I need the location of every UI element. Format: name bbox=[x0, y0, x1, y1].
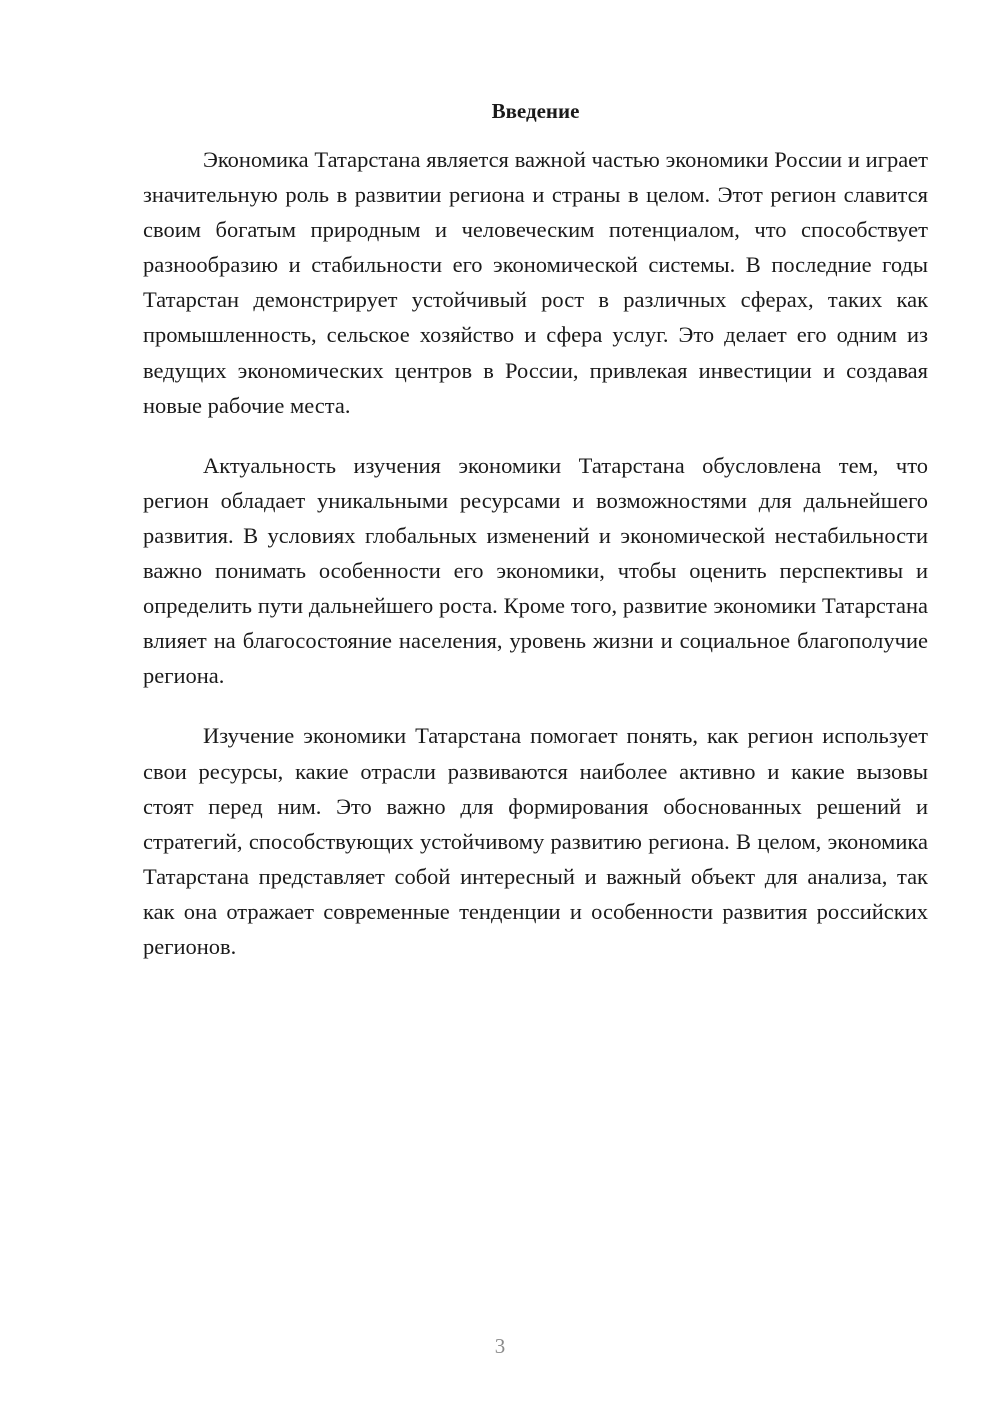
section-heading: Введение bbox=[491, 99, 580, 123]
page-number: 3 bbox=[494, 1334, 506, 1358]
body-text bbox=[143, 142, 928, 989]
paragraph-2: Актуальность изучения экономики Татарстана обусловлена тем, что регион обладает уникальными ресурсами и возможностями для дальнейшего развития. В условиях глобальных изменений и экономической нестабильности важно понимать особенности его экономики, чтобы оценить перспективы и определить пути дальнейшего роста. Кроме того, развитие экономики Татарстана влияет на благосостояние населения, уровень жизни и социальное благополучие региона. bbox=[143, 452, 928, 689]
paragraph-3: Изучение экономики Татарстана помогает понять, как регион использует свои ресурсы, какие отрасли развиваются наиболее активно и какие вызовы стоят перед ним. Это важно для формирования обоснованных решений и стратегий, способствующих устойчивому развитию региона. В целом, экономика Татарстана представляет собой интересный и важный объект для анализа, так как она отражает современные тенденции и особенности развития российских регионов. bbox=[143, 723, 928, 959]
paragraph-1: Экономика Татарстана является важной частью экономики России и играет значительную роль в развитии региона и страны в целом. Этот регион славится своим богатым природным и человеческим потенциалом, что способствует разнообразию и стабильности его экономической системы. В последние годы Татарстан демонстрирует устойчивый рост в различных сферах, таких как промышленность, сельское хозяйство и сфера услуг. Это делает его одним из ведущих экономических центров в России, привлекая инвестиции и создавая новые рабочие места. bbox=[143, 147, 928, 418]
